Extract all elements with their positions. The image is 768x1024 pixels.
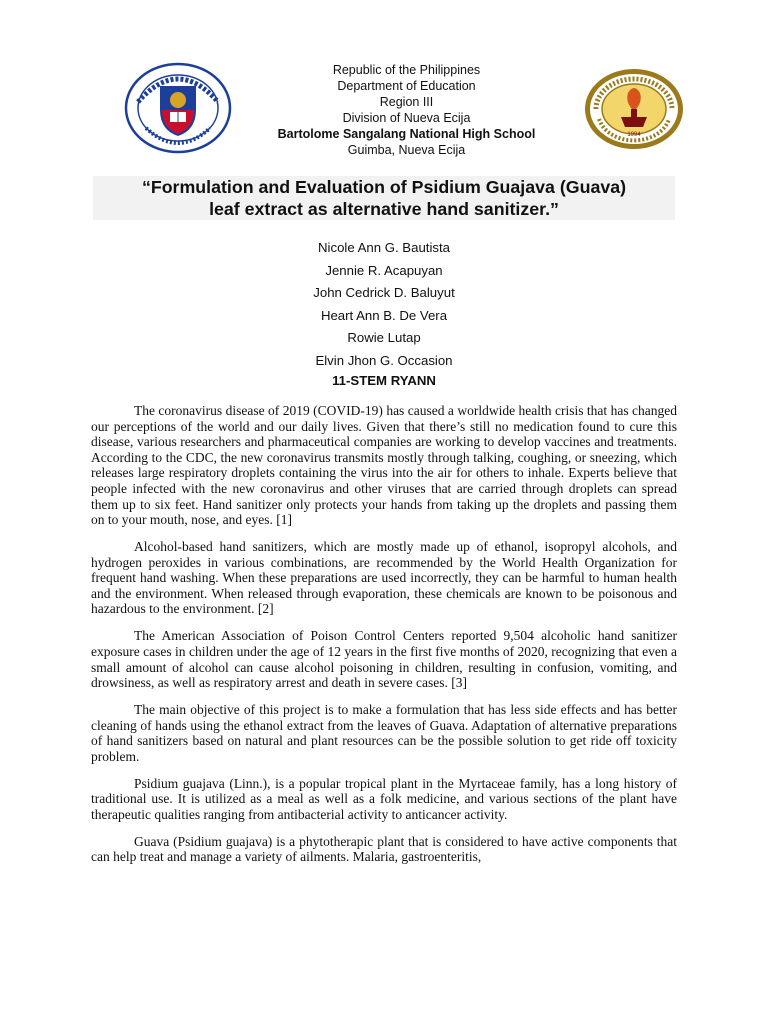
letterhead-department: Department of Education [337, 79, 476, 93]
author-name: Jennie R. Acapuyan [325, 262, 443, 278]
body-paragraph: Alcohol-based hand sanitizers, which are mostly made up of ethanol, isopropyl alcohols, and hydrogen peroxides in various combinations, are recommended by the World Health Organization for frequent hand washing. When these preparations are used incorrectly, they can be harmful to human health and the environment. When released through evaporation, these chemicals are known to be poisonous and hazardous to the environment. [2] [91, 539, 677, 617]
letterhead-region: Region III [379, 95, 434, 109]
body-paragraph: Guava (Psidium guajava) is a phytotherapic plant that is considered to have active components that can help treat and manage a variety of ailments. Malaria, gastroenteritis, [91, 833, 677, 865]
letterhead-division: Division of Nueva Ecija [342, 111, 471, 125]
paper-title-line-1: “Formulation and Evaluation of Psidium Guajava (Guava) [141, 177, 627, 197]
author-name: Elvin Jhon G. Occasion [315, 352, 453, 368]
school-seal-logo [583, 67, 685, 151]
paper-title-line-2: leaf extract as alternative hand sanitizer.” [209, 199, 559, 219]
body-text [91, 403, 677, 876]
body-paragraph: The coronavirus disease of 2019 (COVID-19) has caused a worldwide health crisis that has changed our perceptions of the world and our daily lives. Given that there’s still no medication found to cure this disease, various researchers and pharmaceutical companies are working to develop vaccines and treatments. According to the CDC, the new coronavirus transmits mostly through talking, coughing, or sneezing, which releases large respiratory droplets containing the virus into the air for others to inhale. Experts believe that people infected with the new coronavirus and other viruses that are carried through droplets can spread them up to six feet. Hand sanitizer only protects your hands from taking up the droplets and passing them on to your mouth, nose, and eyes. [1] [91, 403, 677, 528]
letterhead-location: Guimba, Nueva Ecija [347, 143, 466, 157]
body-paragraph: The American Association of Poison Control Centers reported 9,504 alcoholic hand sanitizer exposure cases in children under the age of 12 years in the first five months of 2020, recognizing that even a small amount of alcohol can cause alcohol poisoning in children, resulting in confusion, vomiting, and drowsiness, as well as respiratory arrest and death in severe cases. [3] [91, 628, 677, 691]
letterhead [234, 62, 579, 158]
author-name: Nicole Ann G. Bautista [318, 240, 450, 255]
author-name: John Cedrick D. Baluyut [313, 285, 455, 301]
body-paragraph: The main objective of this project is to make a formulation that has less side effects and has better cleaning of hands using the ethanol extract from the leaves of Guava. Adaptation of alternative preparations of hand sanitizers based on natural and plant resources can be the possible solution to get ride off toxicity problem. [91, 701, 677, 764]
svg-text:1994: 1994 [627, 132, 641, 138]
letterhead-school-name: Bartolome Sangalang National High School [277, 127, 536, 141]
class-section-label: 11-STEM RYANN [332, 373, 436, 388]
letterhead-republic: Republic of the Philippines [332, 63, 481, 77]
author-name: Heart Ann B. De Vera [320, 307, 448, 323]
author-list [234, 237, 534, 373]
paper-title [93, 176, 675, 220]
deped-seal-logo [124, 62, 232, 154]
body-paragraph: Psidium guajava (Linn.), is a popular tropical plant in the Myrtaceae family, has a long history of traditional use. It is utilized as a meal as well as a folk medicine, and various sections of the plant have therapeutic qualities ranging from antibacterial activity to anticancer activity. [91, 775, 677, 822]
author-name: Rowie Lutap [347, 330, 421, 346]
